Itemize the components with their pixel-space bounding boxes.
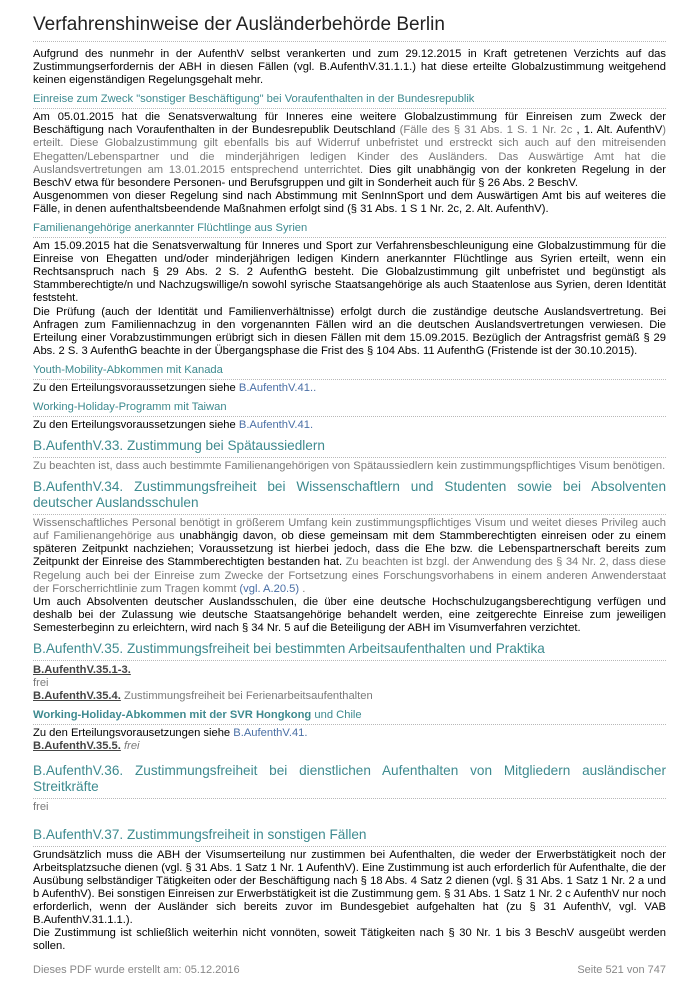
paragraph-spaetaussiedler: Zu beachten ist, dass auch bestimmte Familienangehörigen von Spätaussiedlern kein zustimmungspflichtiges Visum benötigen. — [33, 460, 666, 473]
subheading-kanada: Youth-Mobility-Abkommen mit Kanada — [33, 358, 666, 380]
subheading-taiwan: Working-Holiday-Programm mit Taiwan — [33, 395, 666, 417]
ref-label: B.AufenthV.35.4. — [33, 690, 121, 703]
link-a-20-5[interactable]: (vgl. A.20.5) — [239, 582, 300, 595]
text-segment: und Chile — [311, 709, 362, 722]
section-heading-33: B.AufenthV.33. Zustimmung bei Spätaussiedlern — [33, 432, 666, 458]
ref-label: B.AufenthV.35.1-3. — [33, 664, 131, 676]
intro-paragraph: Aufgrund des nunmehr in der AufenthV selbst verankerten und zum 29.12.2015 in Kraft getretenen Verzichts auf das Zustimmungserfordernis der ABH in diesen Fällen (vgl. B.AufenthV.31.1.1.) hat diese erteilte Globalzustimmung weitgehend keinen eigenständigen Regelungsgehalt mehr. — [33, 48, 666, 87]
text-segment: Zu beachten ist bzgl. der Anwendung des § 34 Nr. 2, dass diese Regelung auch bei der Einreise zum Zwecke der Fortsetzung eines Forschungsvorhabens in einem anderen Anwenderstaat der Forscherrichtlinie zum Tragen kommt — [33, 556, 667, 595]
paragraph-wissenschaftler — [33, 517, 666, 596]
paragraph-sonstige-beschaeftigung — [33, 111, 666, 190]
link-aufenthv-41[interactable]: B.AufenthV.41. — [233, 727, 308, 740]
ref-label: B.AufenthV.35.5. — [33, 740, 121, 753]
document-page — [33, 8, 666, 953]
paragraph-sonstige-faelle-1: Grundsätzlich muss die ABH der Visumserteilung nur zustimmen bei Aufenthalten, die weder der Erwerbstätigkeit noch der Arbeitsplatzsuche dienen (vgl. § 31 Abs. 1 Satz 1 Nr. 1 AufenthV). Eine Zustimmung ist auch erforderlich für Aufenthalte, die der Ausübung selbständiger Tätigkeiten oder der Beschäftigung nach § 18 Abs. 4 Satz 2 dienen (vgl. § 31 Abs. 1 Satz 1 Nr. 2 a und b AufenthV). Bei sonstigen Einreisen zur Erwerbstätigkeit ist die Zustimmung gem. § 31 Abs. 1 Satz 1 Nr. 2 c AufenthV nur noch erforderlich, wenn der Ausländer sich bereits zuvor im Bundesgebiet aufgehalten hat (zu § 31 AufenthV, vgl. VAB B.AufenthV.31.1.1.). — [33, 848, 666, 927]
text-segment: frei — [120, 740, 140, 753]
section-heading-34: B.AufenthV.34. Zustimmungsfreiheit bei Wissenschaftlern und Studenten sowie bei Absolventen deutscher Auslandsschulen — [33, 473, 666, 515]
paragraph-auslandsschulen: Um auch Absolventen deutscher Auslandsschulen, die über eine deutsche Hochschulzugangsberechtigung verfügen und deshalb bei der Zulassung wie deutsche Staatsangehörige behandelt werden, eine zeitgerechte Einreise zum jeweiligen Semesterbeginn zu erleichtern, wird nach § 34 Nr. 5 auf die Beteiligung der ABH im Visumverfahren verzichtet. — [33, 595, 666, 634]
paragraph-ausgenommen: Ausgenommen von dieser Regelung sind nach Abstimmung mit SenInnSport und dem Auswärtigen Amt bis auf weiteres die Fälle, in denen aufenthaltsbeendende Maßnahmen erfolgt sind (§ 31 Abs. 1 S 1 Nr. 2c, 2. Alt. AufenthV). — [33, 189, 666, 215]
section-heading-37: B.AufenthV.37. Zustimmungsfreiheit in sonstigen Fällen — [33, 821, 666, 847]
paragraph-kanada — [33, 382, 666, 395]
text-segment: , 1. Alt. AufenthV — [572, 124, 663, 137]
link-aufenthv-41[interactable]: B.AufenthV.41. — [238, 418, 314, 431]
text-segment: (Fälle des § 31 Abs. 1 S. 1 Nr. 2c — [399, 124, 573, 137]
footer-page-number: Seite 521 von 747 — [577, 964, 666, 976]
text-segment: ) erteilt. Diese Globalzustimmung gilt ebenfalls bis auf Widerruf unbefristet und erstreckt sich auch auf den mitreisenden Ehegatten/Lebenspartner und die minderjährigen ledigen Kinder des Ausländers. Das Auswärtige Amt hat die Auslandsvertretungen am 13.01.2015 entsprechend unterrichtet. — [33, 124, 667, 176]
page-title: Verfahrenshinweise der Ausländerbehörde Berlin — [33, 8, 666, 42]
subheading-hongkong-chile — [33, 703, 666, 725]
text-segment: Zu den Erteilungsvorausetzungen siehe — [33, 727, 234, 740]
paragraph-streitkraefte: frei — [33, 801, 49, 814]
subheading-sonstige-beschaeftigung: Einreise zum Zweck "sonstiger Beschäftigung" bei Voraufenthalten in der Bundesrepublik — [33, 87, 666, 109]
text-segment: Wissenschaftliches Personal benötigt in größerem Umfang kein zustimmungspflichtiges Visum und weitet dieses Privileg auch auf Familienangehörige aus — [33, 517, 666, 543]
text-segment: Dies gilt unabhängig von der konkreten Regelung in der BeschV etwa für besondere Personen- und Berufsgruppen und gilt in Sonderheit auch für § 26 Abs. 2 BeschV. — [33, 163, 666, 189]
paragraph-syrien-2: Die Prüfung (auch der Identität und Familienverhältnisse) erfolgt durch die zuständige deutsche Auslandsvertretung. Bei Anfragen zum Familiennachzug in den vorgenannten Fällen wird an die deutschen Auslandsvertretungen verwiesen. Die Erteilung einer Vorabzustimmungen erübrigt sich in diesen Fällen mit dem 15.09.2015. Bezüglich der Antragsfrist gemäß § 29 Abs. 2 S. 3 AufenthG beachte in der Übergangsphase die Frist des § 104 Abs. 11 AufenthG (Fristende ist der 30.10.2015). — [33, 305, 666, 357]
item-35-4 — [33, 690, 666, 703]
text-segment: Working-Holiday-Abkommen mit der SVR Hongkong — [33, 709, 312, 722]
item-35-5 — [33, 740, 666, 753]
item-35-1-3 — [33, 664, 666, 677]
paragraph-taiwan — [33, 419, 666, 432]
paragraph-hongkong — [33, 727, 666, 740]
text-segment: Zu den Erteilungsvoraussetzungen siehe — [33, 381, 239, 394]
subheading-syrien: Familienangehörige anerkannter Flüchtlinge aus Syrien — [33, 216, 666, 238]
link-aufenthv-41[interactable]: B.AufenthV.41.. — [238, 381, 317, 394]
footer-created-date: Dieses PDF wurde erstellt am: 05.12.2016 — [33, 964, 240, 976]
text-segment: . — [299, 582, 306, 595]
text-segment: Zustimmungsfreiheit bei Ferienarbeitsaufenthalten — [120, 690, 373, 703]
section-heading-35: B.AufenthV.35. Zustimmungsfreiheit bei bestimmten Arbeitsaufenthalten und Praktika — [33, 635, 666, 661]
text-segment: Zu den Erteilungsvoraussetzungen siehe — [33, 418, 239, 431]
item-35-1-3-text: frei — [33, 677, 49, 690]
paragraph-sonstige-faelle-2: Die Zustimmung ist schließlich weiterhin nicht vonnöten, soweit Tätigkeiten nach § 30 Nr. 1 bis 3 BeschV ausgeübt werden sollen. — [33, 927, 666, 953]
text-segment: unabhängig davon, ob diese gemeinsam mit dem Stammberechtigten einreisen oder zu einem späteren Zeitpunkt nachziehen; Voraussetzung ist hierbei jedoch, dass die Ehe bzw. die Lebenspartnerschaft bereits zum Zeitpunkt der Einreise des Stammberechtigten bestanden hat. — [33, 530, 666, 569]
paragraph-syrien-1: Am 15.09.2015 hat die Senatsverwaltung für Inneres und Sport zur Verfahrensbeschleunigung eine Globalzustimmung für die Einreise von Ehegatten und/oder minderjährigen ledigen Kindern anerkannter Flüchtlinge aus Syrien erteilt, wenn ein Rechtsanspruch nach § 29 Abs. 2 S. 2 AufenthG besteht. Die Globalzustimmung gilt unbefristet und begünstigt als Stammberechtigte/n und Nachzugswillige/n sowohl syrische Staatsangehörige als auch Staatenlose aus Syrien, deren Identität feststeht. — [33, 240, 666, 305]
section-heading-36: B.AufenthV.36. Zustimmungsfreiheit bei dienstlichen Aufenthalten von Mitgliedern ausländischer Streitkräfte — [33, 757, 666, 799]
text-segment: Am 05.01.2015 hat die Senatsverwaltung für Inneres eine weitere Globalzustimmung für Einreisen zum Zweck der Beschäftigung nach Voraufenthalten in der Bundesrepublik Deutschland — [33, 111, 666, 137]
